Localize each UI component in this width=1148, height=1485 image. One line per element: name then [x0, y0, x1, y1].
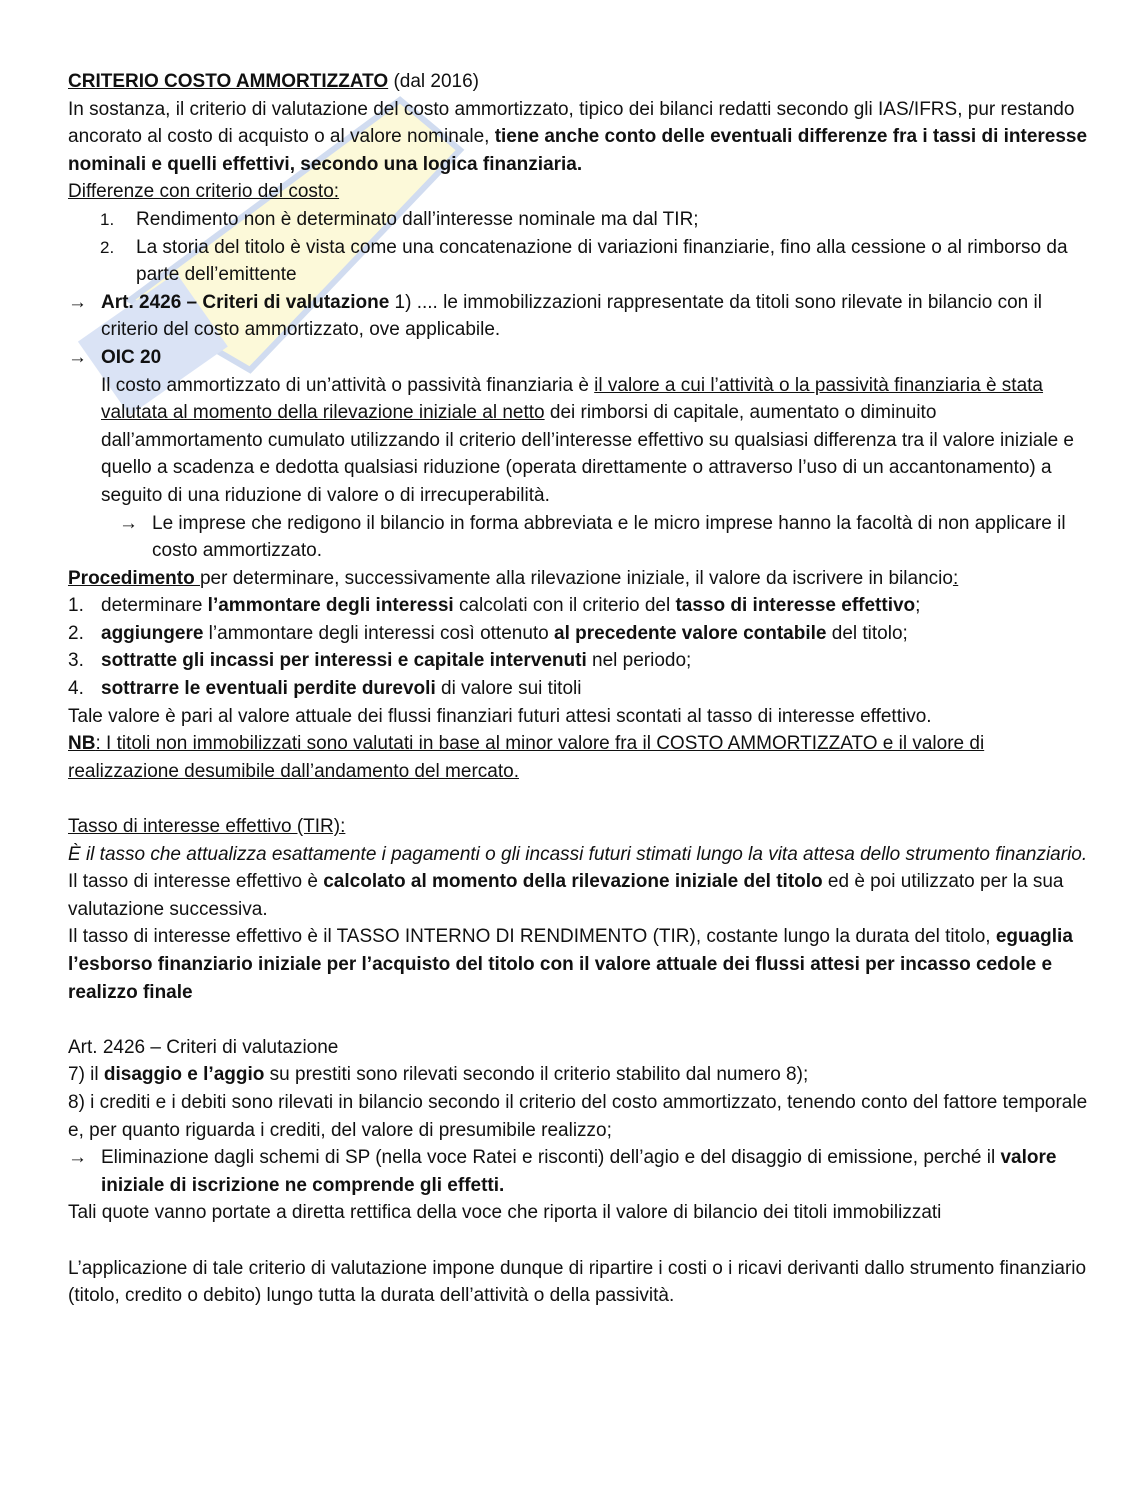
page-title: CRITERIO COSTO AMMORTIZZATO (dal 2016) — [68, 71, 480, 92]
quote-note: Tali quote vanno portate a diretta rettifica della voce che riporta il valore di bilancio dei titoli immobilizzati — [68, 1202, 942, 1224]
list-item: 1. Rendimento non è determinato dall’interesse nominale ma dal TIR; — [100, 208, 699, 230]
procedimento-steps — [68, 592, 1088, 702]
list-item: 4. sottrarre le eventuali perdite durevoli di valore sui titoli — [68, 678, 582, 700]
intro-paragraph: In sostanza, il criterio di valutazione del costo ammortizzato, tipico dei bilanci redatti secondo gli IAS/IFRS, pur restando ancorato al costo di acquisto o al valore nominale, tiene anche conto delle eventuali differenze fra i tassi di interesse nominali e quelli effettivi, secondo una logica finanziaria. — [68, 98, 1088, 175]
list-item: 3. sottratte gli incassi per interessi e capitale intervenuti nel periodo; — [68, 650, 692, 672]
differenze-heading: Differenze con criterio del costo: — [68, 181, 340, 203]
list-item: 2. aggiungere l’ammontare degli interessi così ottenuto al precedente valore contabile del titolo; — [68, 622, 908, 644]
arrow-icon: → — [68, 346, 87, 368]
differenze-list — [68, 206, 1088, 289]
arrow-icon: → — [68, 1147, 87, 1169]
oic20-definition: Il costo ammortizzato di un’attività o passività finanziaria è il valore a cui l’attività o la passività finanziaria è stata valutata al momento della rilevazione iniziale al netto dei rimborsi di capitale, aumentato o diminuito dall’ammortamento cumulato utilizzando il criterio dell’interesse effettivo su qualsiasi differenza tra il valore iniziale e quello a scadenza e dedotta qualsiasi riduzione (operata direttamente o attraverso l’uso di un accantonamento) a seguito di una riduzione di valore o di irrecuperabilità. — [101, 374, 1074, 506]
nb-note: NB: I titoli non immobilizzati sono valutati in base al minor valore fra il COSTO AMMORTIZZATO e il valore di realizzazione desumibile dall’andamento del mercato. — [68, 733, 985, 782]
art2426-item: → Art. 2426 – Criteri di valutazione 1) .... le immobilizzazioni rappresentate da titoli sono rilevate in bilancio con il criterio del costo ammortizzato, ove applicabile. — [68, 289, 1088, 344]
elimination-note: → Eliminazione dagli schemi di SP (nella voce Ratei e risconti) dell’agio e del disaggio di emissione, perché il valore iniziale di iscrizione ne comprende gli effetti. — [68, 1144, 1088, 1199]
tir-definition: È il tasso che attualizza esattamente i pagamenti o gli incassi futuri stimati lungo la vita attesa dello strumento finanziario. — [68, 843, 1088, 865]
tir-paragraph-1: Il tasso di interesse effettivo è calcolato al momento della rilevazione iniziale del titolo ed è poi utilizzato per la sua valutazione successiva. — [68, 871, 1064, 920]
art2426b-point-7: 7) il disaggio e l’aggio su prestiti sono rilevati secondo il criterio stabilito dal numero 8); — [68, 1064, 809, 1086]
arrow-icon: → — [119, 512, 138, 534]
document-page — [68, 68, 1088, 1310]
list-item: 2. La storia del titolo è vista come una concatenazione di variazioni finanziarie, fino alla cessione o al rimborso da parte dell’emittente — [100, 236, 1068, 286]
list-item: 1. determinare l’ammontare degli interessi calcolati con il criterio del tasso di interesse effettivo; — [68, 595, 921, 617]
oic20-item: → OIC 20 — [68, 344, 1088, 372]
art2426b-heading: Art. 2426 – Criteri di valutazione — [68, 1036, 339, 1058]
arrow-icon: → — [68, 291, 87, 313]
oic20-subnote: → Le imprese che redigono il bilancio in forma abbreviata e le micro imprese hanno la facoltà di non applicare il costo ammortizzato. — [68, 510, 1088, 565]
tir-heading: Tasso di interesse effettivo (TIR): — [68, 816, 346, 838]
tir-paragraph-2: Il tasso di interesse effettivo è il TASSO INTERNO DI RENDIMENTO (TIR), costante lungo la durata del titolo, eguaglia l’esborso finanziario iniziale per l’acquisto del titolo con il valore attuale dei flussi attesi per incasso cedole e realizzo finale — [68, 926, 1073, 1003]
conclusion-paragraph: L’applicazione di tale criterio di valutazione impone dunque di ripartire i costi o i ricavi derivanti dallo strumento finanziario (titolo, credito o debito) lungo tutta la durata dell’attività o della passività. — [68, 1257, 1087, 1307]
art2426b-point-8: 8) i crediti e i debiti sono rilevati in bilancio secondo il criterio del costo ammortizzato, tenendo conto del fattore temporale e, per quanto riguarda i crediti, del valore di presumibile realizzo; — [68, 1091, 1088, 1141]
procedimento-after: Tale valore è pari al valore attuale dei flussi finanziari futuri attesi scontati al tasso di interesse effettivo. — [68, 705, 932, 727]
procedimento-intro: Procedimento per determinare, successivamente alla rilevazione iniziale, il valore da iscrivere in bilancio: — [68, 567, 959, 589]
